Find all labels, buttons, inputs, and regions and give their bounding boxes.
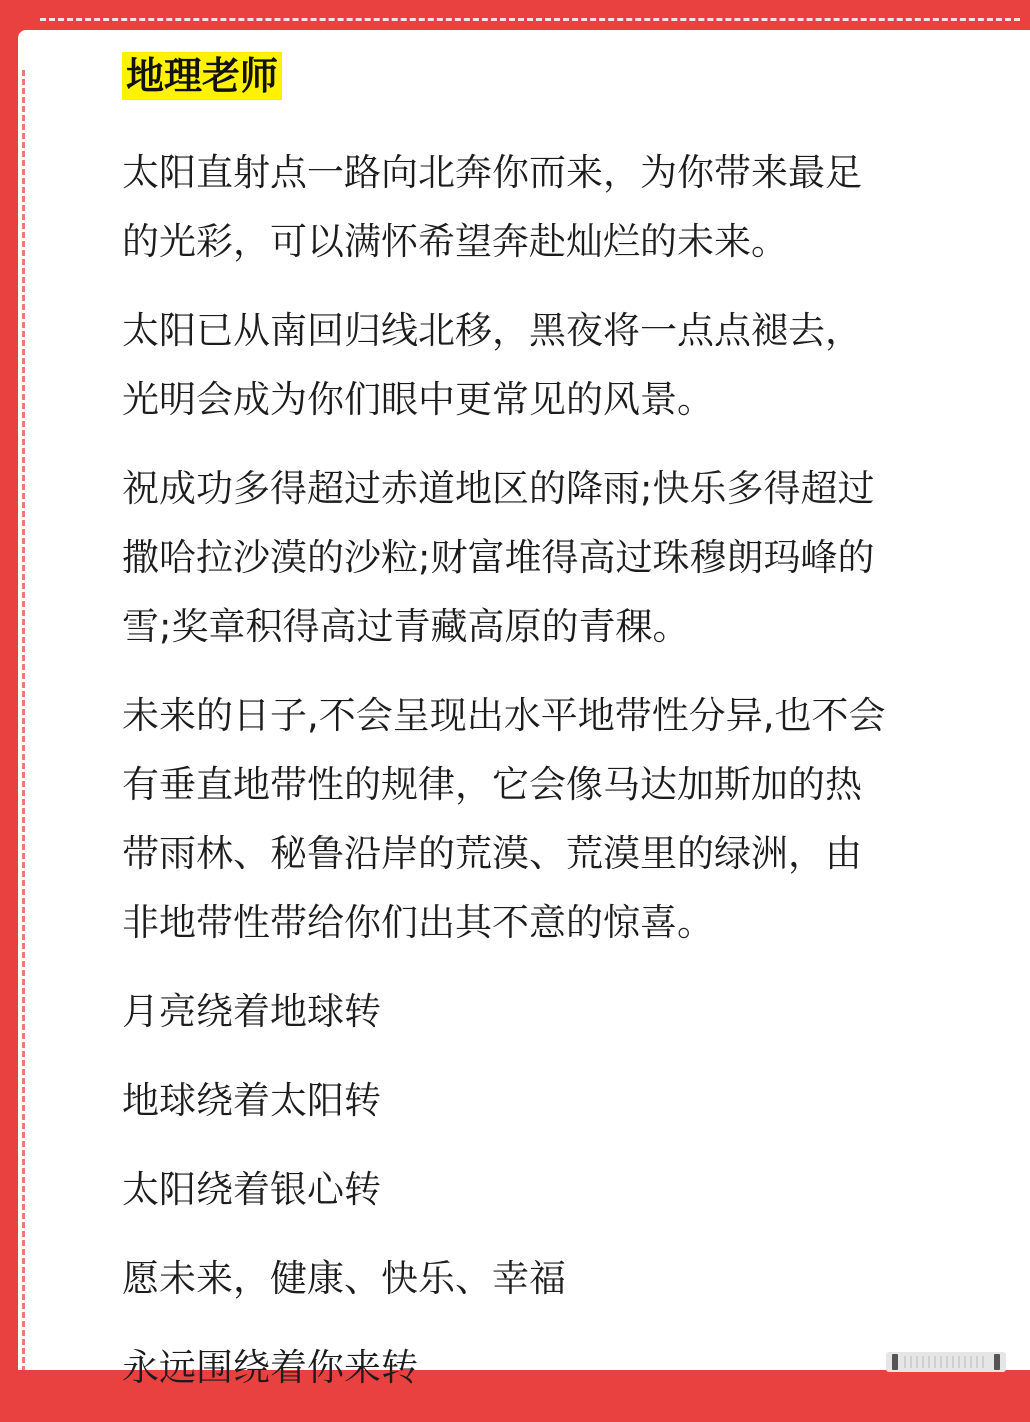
paragraph-line: 有垂直地带性的规律，它会像马达加斯加的热 — [122, 763, 862, 806]
paragraph-line: 太阳直射点一路向北奔你而来，为你带来最足 — [122, 151, 862, 194]
paragraph-line: 太阳已从南回归线北移，黑夜将一点点褪去， — [122, 309, 862, 352]
paragraph-2 — [122, 296, 1002, 434]
paragraph-4 — [122, 681, 1002, 957]
paragraph-line: 祝成功多得超过赤道地区的降雨;快乐多得超过 — [122, 467, 875, 510]
article-body — [122, 52, 1002, 1422]
paragraph-line: 雪;奖章积得高过青藏高原的青稞。 — [122, 605, 690, 648]
paragraph-line: 带雨林、秘鲁沿岸的荒漠、荒漠里的绿洲，由 — [122, 832, 862, 875]
paragraph-1 — [122, 138, 1002, 276]
article-title: 地理老师 — [122, 52, 282, 100]
scroll-thumb-left[interactable] — [892, 1354, 898, 1370]
horizontal-scrollbar[interactable] — [886, 1352, 1006, 1372]
verse-line-3: 太阳绕着银心转 — [122, 1168, 381, 1211]
paragraph-line: 的光彩，可以满怀希望奔赴灿烂的未来。 — [122, 220, 788, 263]
paragraph-line: 非地带性带给你们出其不意的惊喜。 — [122, 901, 714, 944]
paragraph-3 — [122, 454, 1002, 661]
scroll-thumb-right[interactable] — [994, 1354, 1000, 1370]
content-card — [18, 30, 1030, 1389]
paragraph-line: 撒哈拉沙漠的沙粒;财富堆得高过珠穆朗玛峰的 — [122, 536, 875, 579]
verse-line-5: 永远围绕着你来转 — [122, 1346, 418, 1389]
top-dashed-border — [40, 18, 1020, 21]
left-dashed-border — [22, 70, 25, 1390]
paragraph-line: 光明会成为你们眼中更常见的风景。 — [122, 378, 714, 421]
verse-line-1: 月亮绕着地球转 — [122, 990, 381, 1033]
verse-line-2: 地球绕着太阳转 — [122, 1079, 381, 1122]
paragraph-line: 未来的日子,不会呈现出水平地带性分异,也不会 — [122, 694, 886, 737]
verse-line-4: 愿未来，健康、快乐、幸福 — [122, 1257, 566, 1300]
scroll-track[interactable] — [904, 1356, 988, 1368]
